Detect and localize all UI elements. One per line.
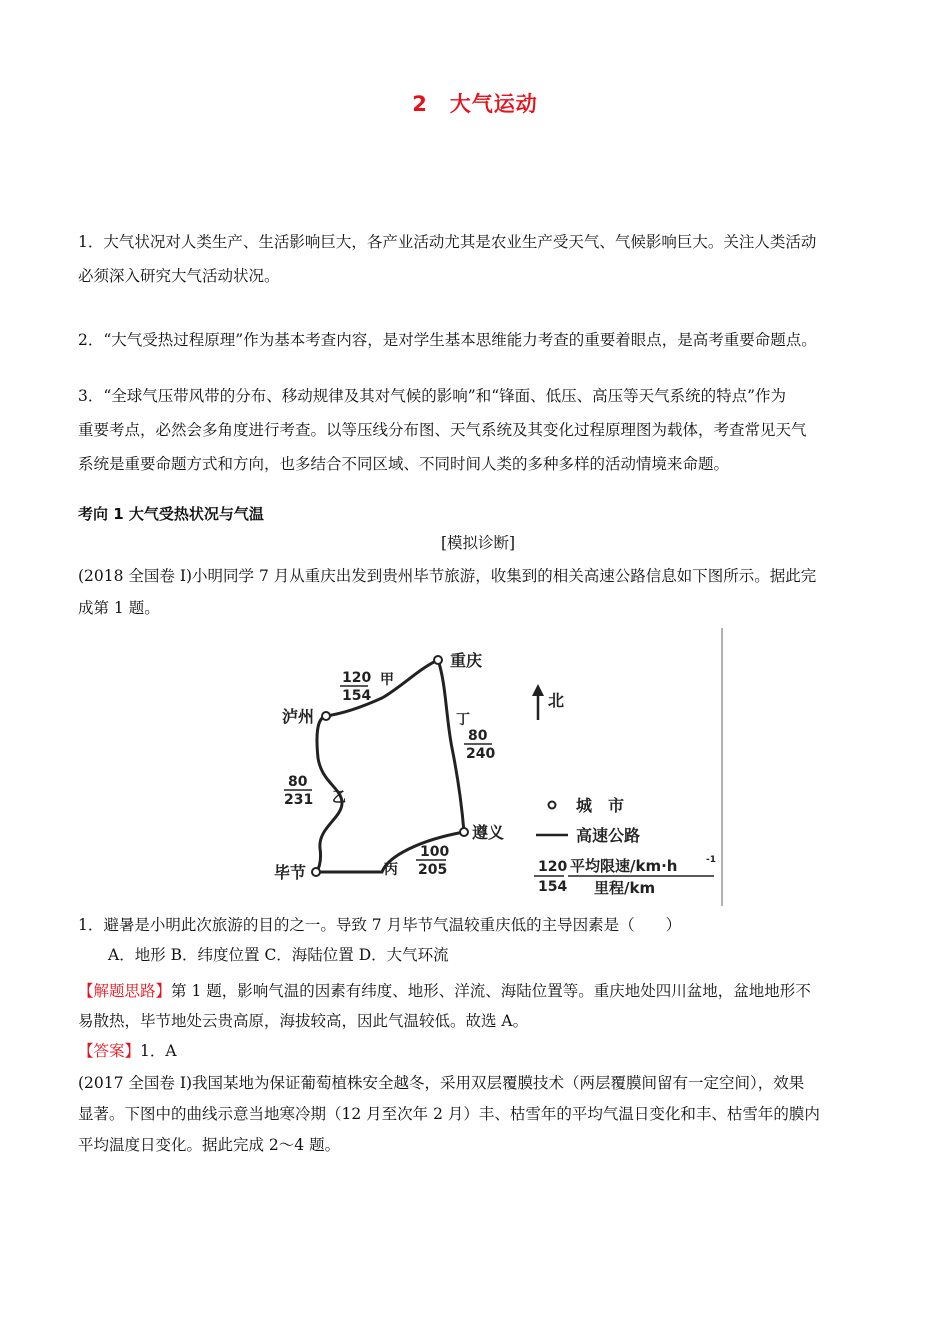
segment-bing: 丙 [384, 862, 398, 878]
city-name-luzhou: 泸州 [282, 707, 315, 726]
text-line: 2．“大气受热过程原理”作为基本考查内容，是对学生基本思维能力考查的重要着眼点，是高考重要命题点。 [78, 331, 817, 349]
page-title: 2 大气运动 [412, 92, 538, 116]
yi-speed-label: 80 [288, 774, 308, 790]
highway-map-figure [270, 628, 726, 906]
legend-highway-label: 高速公路 [576, 826, 641, 845]
legend-distance-label: 里程/km [594, 879, 656, 897]
city-name-bijie: 毕节 [274, 863, 307, 882]
city-name-chongqing: 重庆 [450, 651, 483, 670]
text-line: 平均温度日变化。据此完成 2～4 题。 [78, 1136, 341, 1154]
legend-sample-speed: 120 [538, 859, 568, 875]
jia-speed-label: 120 [342, 670, 372, 686]
highway-map [270, 628, 726, 906]
jia-distance-label: 154 [342, 688, 372, 704]
question-1-intro [78, 560, 878, 624]
question-1 [78, 910, 878, 970]
text-line: 3．“全球气压带风带的分布、移动规律及其对气候的影响”和“锋面、低压、高压等天气系统的特点”作为 [78, 387, 787, 405]
intro-point-1 [78, 225, 878, 293]
text-line: (2017 全国卷 I)我国某地为保证葡萄植株安全越冬，采用双层覆膜技术（两层覆膜间留有一定空间），效果 [78, 1074, 805, 1092]
analysis-block [78, 976, 878, 1066]
intro-point-3 [78, 379, 878, 481]
north-label: 北 [548, 691, 565, 710]
answer-text: 1．A [140, 1042, 177, 1060]
legend-sample-distance: 154 [538, 879, 568, 895]
legend-speed-label: 平均限速/km·h [570, 857, 678, 875]
answer-tag: 【答案】 [78, 1042, 141, 1060]
bing-distance-label: 205 [418, 862, 448, 878]
north-arrow-icon [532, 684, 544, 720]
question-2-intro [78, 1068, 878, 1161]
legend-speed-unit-sup: -1 [706, 855, 716, 865]
text-line: 重要考点，必然会多角度进行考查。以等压线分布图、天气系统及其变化过程原理图为载体，考查常见天气 [78, 421, 807, 439]
segment-jia: 甲 [380, 672, 394, 688]
ding-distance-label: 240 [466, 746, 496, 762]
text-line: 成第 1 题。 [78, 599, 160, 617]
text-line: 系统是重要命题方式和方向，也多结合不同区域、不同时间人类的多种多样的活动情境来命题。 [78, 455, 730, 473]
yi-distance-label: 231 [284, 792, 314, 808]
text-line: (2018 全国卷 I)小明同学 7 月从重庆出发到贵州毕节旅游，收集到的相关高速公路信息如下图所示。据此完 [78, 567, 817, 585]
text-line: 1．大气状况对人类生产、生活影响巨大，各产业活动尤其是农业生产受天气、气候影响巨大。关注人类活动 [78, 233, 817, 251]
analysis-tag: 【解题思路】 [78, 982, 172, 1000]
analysis-text: 易散热，毕节地处云贵高原，海拔较高，因此气温较低。故选 A。 [78, 1012, 529, 1030]
city-marker-bijie [312, 868, 320, 876]
city-marker-zunyi [460, 828, 468, 836]
segment-yi: 乙 [332, 790, 346, 806]
question-stem: 1．避暑是小明此次旅游的目的之一。导致 7 月毕节气温较重庆低的主导因素是（ ） [78, 916, 682, 934]
section-heading: 考向 1 大气受热状况与气温 [78, 505, 264, 523]
city-marker-luzhou [322, 712, 330, 720]
legend-city-icon [549, 802, 556, 809]
segment-ding: 丁 [456, 712, 470, 728]
text-line: 显著。下图中的曲线示意当地寒冷期（12 月至次年 2 月）丰、枯雪年的平均气温日变化和丰、枯雪年的膜内 [78, 1105, 820, 1123]
city-name-zunyi: 遵义 [472, 823, 505, 842]
bing-speed-label: 100 [420, 844, 450, 860]
intro-point-2 [78, 323, 878, 357]
city-marker-chongqing [434, 656, 442, 664]
ding-speed-label: 80 [468, 728, 488, 744]
analysis-text: 第 1 题，影响气温的因素有纬度、地形、洋流、海陆位置等。重庆地处四川盆地，盆地地形不 [171, 982, 811, 1000]
highway-route [316, 660, 464, 872]
question-options: A．地形 B．纬度位置 C．海陆位置 D．大气环流 [108, 946, 449, 964]
text-line: 必须深入研究大气活动状况。 [78, 267, 280, 285]
legend-city-label: 城 市 [576, 796, 625, 815]
section-subheading: [模拟诊断] [440, 534, 516, 552]
